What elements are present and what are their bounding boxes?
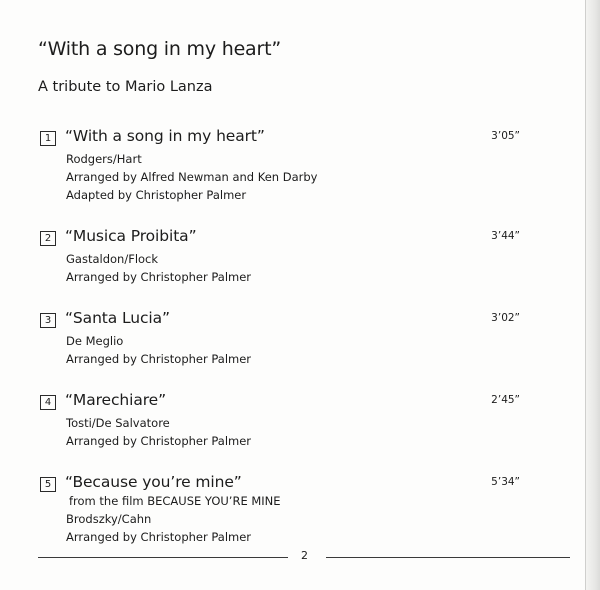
track-composers: Brodszky/Cahn xyxy=(66,512,152,526)
track-composers: De Meglio xyxy=(66,334,124,348)
track-duration: 2’45” xyxy=(491,394,520,406)
track-duration: 3’02” xyxy=(491,312,520,324)
track-adapter: Adapted by Christopher Palmer xyxy=(66,188,247,202)
track-title: “Because you’re mine” xyxy=(65,473,242,491)
track-duration: 3’44” xyxy=(491,230,520,242)
track-credits xyxy=(66,250,251,286)
track-number-box: 3 xyxy=(40,313,56,328)
track-arranger: Arranged by Christopher Palmer xyxy=(66,434,252,448)
track-number-box: 4 xyxy=(40,395,56,410)
track-number-box: 2 xyxy=(40,231,56,246)
track-arranger: Arranged by Christopher Palmer xyxy=(66,270,252,284)
track-title: “Musica Proibita” xyxy=(65,227,197,245)
track-arranger: Arranged by Alfred Newman and Ken Darby xyxy=(66,170,318,184)
track-title: “With a song in my heart” xyxy=(65,127,265,145)
track-composers: Tosti/De Salvatore xyxy=(66,416,170,430)
track-duration: 5’34” xyxy=(491,476,520,488)
footer-rule-left xyxy=(38,557,288,558)
page-number: 2 xyxy=(301,549,308,562)
album-subtitle: A tribute to Mario Lanza xyxy=(38,79,213,95)
track-credits xyxy=(66,150,317,204)
track-credits xyxy=(66,332,251,368)
album-title: “With a song in my heart” xyxy=(38,38,282,60)
track-credits xyxy=(66,414,251,450)
footer-rule-right xyxy=(326,557,570,558)
track-title: “Santa Lucia” xyxy=(65,309,170,327)
track-composers: Gastaldon/Flock xyxy=(66,252,159,266)
track-title: “Marechiare” xyxy=(65,391,167,409)
track-arranger: Arranged by Christopher Palmer xyxy=(66,530,252,544)
page-edge-shadow xyxy=(585,0,600,590)
track-number-box: 5 xyxy=(40,477,56,492)
track-duration: 3’05” xyxy=(491,130,520,142)
track-film-source: from the film BECAUSE YOU’RE MINE xyxy=(69,494,281,508)
track-composers: Rodgers/Hart xyxy=(66,152,142,166)
track-arranger: Arranged by Christopher Palmer xyxy=(66,352,252,366)
track-number-box: 1 xyxy=(40,131,56,146)
track-credits xyxy=(66,492,281,546)
